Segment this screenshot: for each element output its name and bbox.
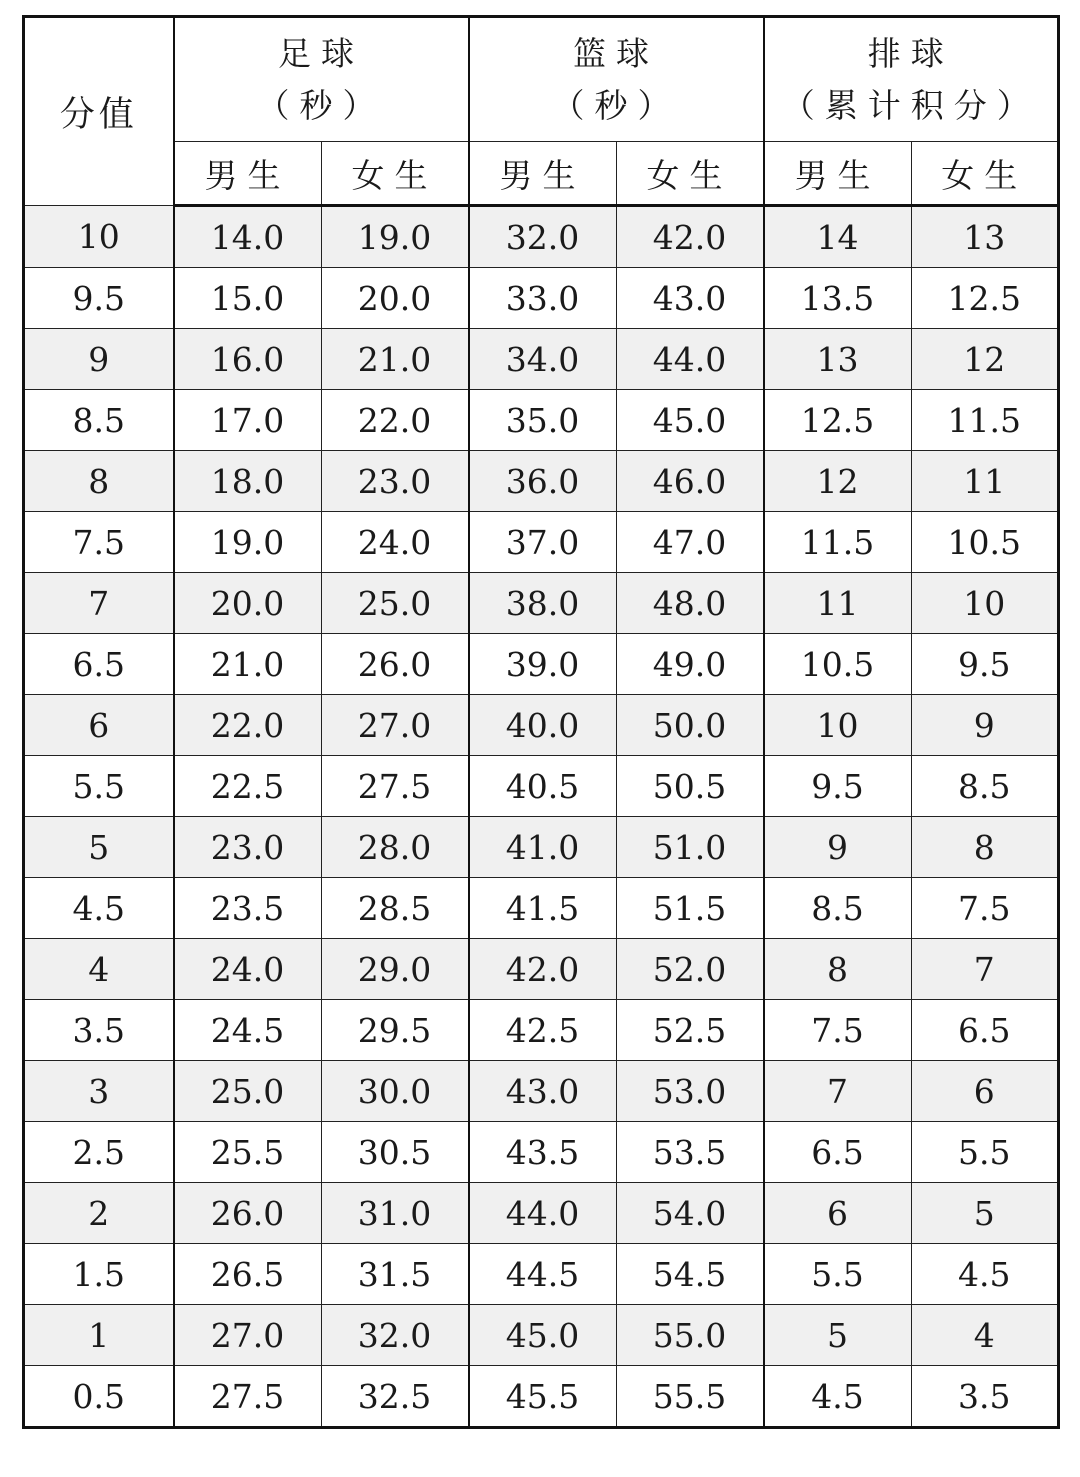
volleyball-male-cell: 13 [764, 329, 912, 390]
football-female-cell: 30.0 [321, 1061, 469, 1122]
basketball-male-cell: 45.0 [469, 1305, 617, 1366]
football-female-cell: 28.0 [321, 817, 469, 878]
football-female-cell: 24.0 [321, 512, 469, 573]
volleyball-male-cell: 5 [764, 1305, 912, 1366]
volleyball-female-cell: 11 [911, 451, 1059, 512]
volleyball-female-cell: 11.5 [911, 390, 1059, 451]
football-male-cell: 26.5 [174, 1244, 322, 1305]
basketball-female-cell: 53.0 [616, 1061, 764, 1122]
football-female-cell: 21.0 [321, 329, 469, 390]
volleyball-female-cell: 9.5 [911, 634, 1059, 695]
football-female-cell: 20.0 [321, 268, 469, 329]
table-row [24, 1061, 1059, 1122]
volleyball-female-cell: 3.5 [911, 1366, 1059, 1428]
score-cell: 5 [24, 817, 174, 878]
score-cell: 8 [24, 451, 174, 512]
volleyball-male-cell: 8 [764, 939, 912, 1000]
basketball-male-cell: 35.0 [469, 390, 617, 451]
basketball-female-cell: 47.0 [616, 512, 764, 573]
table-body [24, 206, 1059, 1428]
table-row [24, 878, 1059, 939]
basketball-male-cell: 36.0 [469, 451, 617, 512]
volleyball-female-cell: 6.5 [911, 1000, 1059, 1061]
basketball-male-cell: 37.0 [469, 512, 617, 573]
volleyball-male-cell: 10 [764, 695, 912, 756]
volleyball-female-cell: 10 [911, 573, 1059, 634]
table-row [24, 695, 1059, 756]
table-row [24, 1122, 1059, 1183]
basketball-unit: （秒） [551, 85, 681, 125]
basketball-header [469, 17, 764, 142]
volleyball-male-cell: 6.5 [764, 1122, 912, 1183]
volleyball-female-cell: 4 [911, 1305, 1059, 1366]
table-row [24, 268, 1059, 329]
volleyball-unit: （累计积分） [781, 85, 1040, 125]
volleyball-male-cell: 11.5 [764, 512, 912, 573]
football-male-cell: 23.0 [174, 817, 322, 878]
volleyball-male-cell: 12 [764, 451, 912, 512]
football-female-cell: 27.0 [321, 695, 469, 756]
table-row [24, 329, 1059, 390]
basketball-female-header: 女生 [616, 142, 764, 206]
football-male-cell: 22.5 [174, 756, 322, 817]
football-male-cell: 17.0 [174, 390, 322, 451]
football-male-cell: 19.0 [174, 512, 322, 573]
basketball-male-header: 男生 [469, 142, 617, 206]
volleyball-female-cell: 7 [911, 939, 1059, 1000]
table-row [24, 1305, 1059, 1366]
score-cell: 4.5 [24, 878, 174, 939]
header-row-gender [24, 142, 1059, 206]
basketball-female-cell: 52.5 [616, 1000, 764, 1061]
football-male-cell: 26.0 [174, 1183, 322, 1244]
basketball-male-cell: 42.5 [469, 1000, 617, 1061]
score-column-header: 分值 [24, 17, 174, 206]
table-row [24, 573, 1059, 634]
basketball-male-cell: 41.0 [469, 817, 617, 878]
volleyball-male-cell: 9.5 [764, 756, 912, 817]
football-male-cell: 14.0 [174, 206, 322, 268]
basketball-male-cell: 40.5 [469, 756, 617, 817]
score-cell: 4 [24, 939, 174, 1000]
table-row [24, 817, 1059, 878]
basketball-male-cell: 32.0 [469, 206, 617, 268]
score-cell: 3 [24, 1061, 174, 1122]
football-header [174, 17, 469, 142]
table-row [24, 390, 1059, 451]
football-female-cell: 31.5 [321, 1244, 469, 1305]
volleyball-female-cell: 12.5 [911, 268, 1059, 329]
score-cell: 6 [24, 695, 174, 756]
basketball-female-cell: 44.0 [616, 329, 764, 390]
basketball-male-cell: 42.0 [469, 939, 617, 1000]
volleyball-male-header: 男生 [764, 142, 912, 206]
score-cell: 7.5 [24, 512, 174, 573]
volleyball-title: 排球 [867, 33, 954, 73]
football-male-cell: 24.5 [174, 1000, 322, 1061]
basketball-title: 篮球 [573, 33, 659, 73]
football-female-cell: 23.0 [321, 451, 469, 512]
football-male-cell: 24.0 [174, 939, 322, 1000]
football-male-cell: 27.5 [174, 1366, 322, 1428]
basketball-male-cell: 43.5 [469, 1122, 617, 1183]
basketball-female-cell: 43.0 [616, 268, 764, 329]
score-cell: 0.5 [24, 1366, 174, 1428]
volleyball-male-cell: 6 [764, 1183, 912, 1244]
table-row [24, 1000, 1059, 1061]
table-row [24, 1366, 1059, 1428]
volleyball-male-cell: 11 [764, 573, 912, 634]
table-row [24, 1244, 1059, 1305]
football-title: 足球 [278, 33, 364, 73]
basketball-female-cell: 55.5 [616, 1366, 764, 1428]
football-male-cell: 22.0 [174, 695, 322, 756]
football-male-cell: 25.5 [174, 1122, 322, 1183]
football-female-cell: 19.0 [321, 206, 469, 268]
basketball-male-cell: 41.5 [469, 878, 617, 939]
basketball-female-cell: 53.5 [616, 1122, 764, 1183]
table-row [24, 939, 1059, 1000]
table-row [24, 634, 1059, 695]
football-female-cell: 22.0 [321, 390, 469, 451]
basketball-male-cell: 40.0 [469, 695, 617, 756]
basketball-male-cell: 43.0 [469, 1061, 617, 1122]
table-row [24, 1183, 1059, 1244]
basketball-male-cell: 44.5 [469, 1244, 617, 1305]
volleyball-male-cell: 4.5 [764, 1366, 912, 1428]
basketball-female-cell: 46.0 [616, 451, 764, 512]
football-male-cell: 20.0 [174, 573, 322, 634]
football-female-cell: 30.5 [321, 1122, 469, 1183]
football-female-cell: 27.5 [321, 756, 469, 817]
volleyball-female-header: 女生 [911, 142, 1059, 206]
basketball-male-cell: 38.0 [469, 573, 617, 634]
football-female-cell: 31.0 [321, 1183, 469, 1244]
score-cell: 5.5 [24, 756, 174, 817]
football-male-cell: 23.5 [174, 878, 322, 939]
volleyball-male-cell: 14 [764, 206, 912, 268]
table-row [24, 206, 1059, 268]
football-male-cell: 15.0 [174, 268, 322, 329]
table-row [24, 756, 1059, 817]
score-table [22, 15, 1060, 1429]
football-female-cell: 29.0 [321, 939, 469, 1000]
football-female-cell: 26.0 [321, 634, 469, 695]
volleyball-header [764, 17, 1059, 142]
volleyball-female-cell: 8.5 [911, 756, 1059, 817]
basketball-female-cell: 51.0 [616, 817, 764, 878]
football-male-cell: 25.0 [174, 1061, 322, 1122]
score-cell: 6.5 [24, 634, 174, 695]
basketball-female-cell: 50.5 [616, 756, 764, 817]
volleyball-male-cell: 9 [764, 817, 912, 878]
basketball-female-cell: 55.0 [616, 1305, 764, 1366]
header-row-groups [24, 17, 1059, 142]
volleyball-female-cell: 7.5 [911, 878, 1059, 939]
basketball-male-cell: 34.0 [469, 329, 617, 390]
score-cell: 8.5 [24, 390, 174, 451]
football-male-cell: 27.0 [174, 1305, 322, 1366]
volleyball-male-cell: 5.5 [764, 1244, 912, 1305]
volleyball-female-cell: 9 [911, 695, 1059, 756]
football-female-cell: 29.5 [321, 1000, 469, 1061]
volleyball-male-cell: 7.5 [764, 1000, 912, 1061]
volleyball-female-cell: 5 [911, 1183, 1059, 1244]
football-unit: （秒） [256, 85, 386, 125]
football-female-cell: 32.0 [321, 1305, 469, 1366]
basketball-female-cell: 54.5 [616, 1244, 764, 1305]
basketball-male-cell: 33.0 [469, 268, 617, 329]
basketball-female-cell: 48.0 [616, 573, 764, 634]
volleyball-male-cell: 12.5 [764, 390, 912, 451]
basketball-male-cell: 45.5 [469, 1366, 617, 1428]
volleyball-female-cell: 10.5 [911, 512, 1059, 573]
basketball-male-cell: 39.0 [469, 634, 617, 695]
score-cell: 1 [24, 1305, 174, 1366]
basketball-female-cell: 52.0 [616, 939, 764, 1000]
volleyball-female-cell: 6 [911, 1061, 1059, 1122]
volleyball-female-cell: 8 [911, 817, 1059, 878]
volleyball-female-cell: 13 [911, 206, 1059, 268]
score-cell: 9 [24, 329, 174, 390]
volleyball-male-cell: 13.5 [764, 268, 912, 329]
football-female-cell: 32.5 [321, 1366, 469, 1428]
volleyball-female-cell: 12 [911, 329, 1059, 390]
basketball-female-cell: 42.0 [616, 206, 764, 268]
football-male-header: 男生 [174, 142, 322, 206]
volleyball-female-cell: 5.5 [911, 1122, 1059, 1183]
volleyball-female-cell: 4.5 [911, 1244, 1059, 1305]
basketball-female-cell: 51.5 [616, 878, 764, 939]
score-cell: 2 [24, 1183, 174, 1244]
football-female-cell: 28.5 [321, 878, 469, 939]
football-female-cell: 25.0 [321, 573, 469, 634]
volleyball-male-cell: 8.5 [764, 878, 912, 939]
table-row [24, 451, 1059, 512]
volleyball-male-cell: 10.5 [764, 634, 912, 695]
football-male-cell: 18.0 [174, 451, 322, 512]
volleyball-male-cell: 7 [764, 1061, 912, 1122]
basketball-female-cell: 50.0 [616, 695, 764, 756]
score-cell: 2.5 [24, 1122, 174, 1183]
basketball-male-cell: 44.0 [469, 1183, 617, 1244]
score-cell: 10 [24, 206, 174, 268]
football-male-cell: 16.0 [174, 329, 322, 390]
score-cell: 3.5 [24, 1000, 174, 1061]
basketball-female-cell: 45.0 [616, 390, 764, 451]
table-row [24, 512, 1059, 573]
score-cell: 1.5 [24, 1244, 174, 1305]
football-female-header: 女生 [321, 142, 469, 206]
basketball-female-cell: 49.0 [616, 634, 764, 695]
basketball-female-cell: 54.0 [616, 1183, 764, 1244]
score-cell: 7 [24, 573, 174, 634]
score-cell: 9.5 [24, 268, 174, 329]
football-male-cell: 21.0 [174, 634, 322, 695]
table-header [24, 17, 1059, 206]
